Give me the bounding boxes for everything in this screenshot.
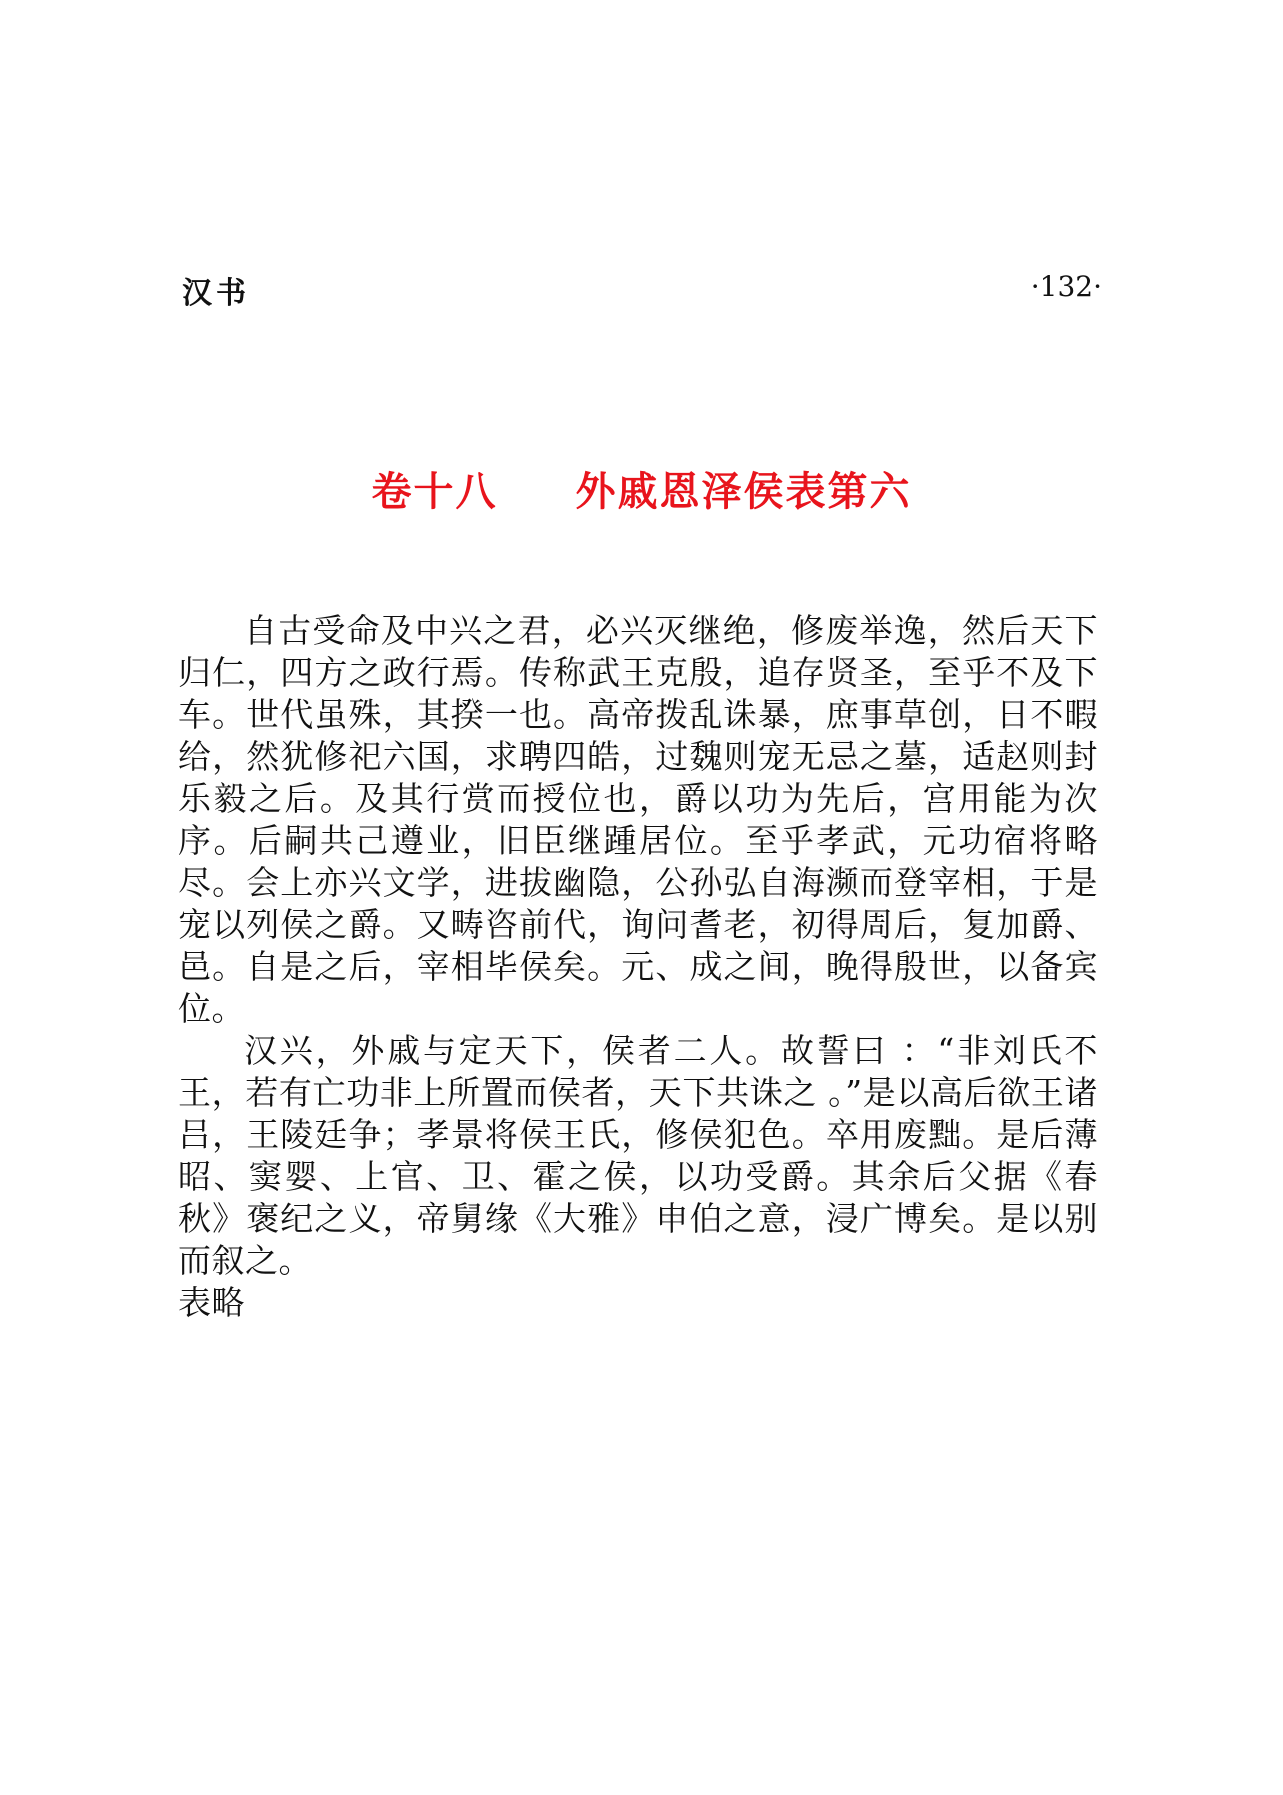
page-number: ·132· [1030, 270, 1102, 303]
table-omitted-note: 表略 [178, 1283, 245, 1322]
body-text [178, 610, 1098, 1324]
book-name: 汉书 [182, 276, 250, 311]
chapter-title [0, 460, 1283, 517]
running-header [182, 268, 1102, 314]
paragraph: 自古受命及中兴之君，必兴灭继绝，修废举逸，然后天下归仁，四方之政行焉。传称武王克殷，追存贤圣，至乎不及下车。世代虽殊，其揆一也。高帝拨乱诛暴，庶事草创，日不暇给，然犹修祀六国，求聘四皓，过魏则宠无忌之墓，适赵则封乐毅之后。及其行赏而授位也，爵以功为先后，宫用能为次序。后嗣共己遵业，旧臣继踵居位。至乎孝武，元功宿将略尽。会上亦兴文学，进拔幽隐，公孙弘自海濒而登宰相，于是宠以列侯之爵。又畴咨前代，询问耆老，初得周后，复加爵、邑。自是之后，宰相毕侯矣。元、成之间，晚得殷世，以备宾位。 [178, 611, 1098, 1028]
paragraph: 汉兴，外戚与定天下，侯者二人。故誓曰 ：“非刘氏不王，若有亡功非上所置而侯者，天下共诛之 。”是以高后欲王诸吕，王陵廷争；孝景将侯王氏，修侯犯色。卒用废黜。是后薄昭、窦婴、上官、卫、霍之侯，以功受爵。其余后父据《春秋》褒纪之义，帝舅缘《大雅》申伯之意，浸广博矣。是以别而叙之。 [178, 1031, 1098, 1280]
chapter-volume: 卷十八 [371, 468, 498, 515]
chapter-name: 外戚恩泽侯表第六 [575, 468, 912, 515]
